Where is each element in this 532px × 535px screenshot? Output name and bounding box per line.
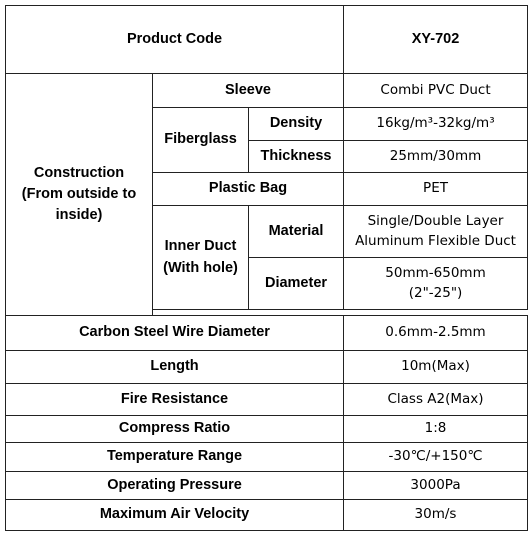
- material-value-line1: Single/Double Layer: [367, 212, 504, 229]
- fire-resistance-label: Fire Resistance: [6, 384, 344, 416]
- inner-duct-label-line2: (With hole): [163, 259, 238, 276]
- compress-ratio-value: 1:8: [344, 416, 528, 443]
- table-row: [6, 500, 528, 531]
- material-label: Material: [249, 206, 344, 258]
- wire-diameter-label: Carbon Steel Wire Diameter: [6, 316, 344, 351]
- temperature-range-label: Temperature Range: [6, 443, 344, 472]
- length-label: Length: [6, 351, 344, 384]
- plastic-bag-value: PET: [344, 173, 528, 206]
- fiberglass-label: Fiberglass: [153, 108, 249, 173]
- compress-ratio-label: Compress Ratio: [6, 416, 344, 443]
- construction-label-line1: Construction: [33, 164, 125, 181]
- table-row: [6, 472, 528, 500]
- table-row: [6, 416, 528, 443]
- table-row: [6, 6, 528, 74]
- density-value: 16kg/m³-32kg/m³: [344, 108, 528, 141]
- construction-label-line2: (From outside to: [21, 185, 137, 202]
- sleeve-label: Sleeve: [153, 74, 344, 108]
- diameter-value: [344, 258, 528, 310]
- table-row: [6, 443, 528, 472]
- spec-table: [5, 5, 528, 531]
- material-value: [344, 206, 528, 258]
- thickness-value: 25mm/30mm: [344, 141, 528, 173]
- fire-resistance-value: Class A2(Max): [344, 384, 528, 416]
- temperature-range-value: -30℃/+150℃: [344, 443, 528, 472]
- inner-duct-label: [153, 206, 249, 310]
- sleeve-value: Combi PVC Duct: [344, 74, 528, 108]
- product-code-value: XY-702: [344, 6, 528, 74]
- diameter-value-line1: 50mm-650mm: [385, 264, 486, 281]
- length-value: 10m(Max): [344, 351, 528, 384]
- wire-diameter-value: 0.6mm-2.5mm: [344, 316, 528, 351]
- density-label: Density: [249, 108, 344, 141]
- table-row: [6, 384, 528, 416]
- plastic-bag-label: Plastic Bag: [153, 173, 344, 206]
- max-air-velocity-value: 30m/s: [344, 500, 528, 531]
- max-air-velocity-label: Maximum Air Velocity: [6, 500, 344, 531]
- table-row: [6, 316, 528, 351]
- construction-label: [6, 74, 153, 316]
- operating-pressure-label: Operating Pressure: [6, 472, 344, 500]
- material-value-line2: Aluminum Flexible Duct: [355, 232, 516, 249]
- inner-duct-label-line1: Inner Duct: [164, 238, 237, 255]
- operating-pressure-value: 3000Pa: [344, 472, 528, 500]
- diameter-label: Diameter: [249, 258, 344, 310]
- table-row: [6, 351, 528, 384]
- diameter-value-line2: (2"-25"): [408, 284, 463, 301]
- thickness-label: Thickness: [249, 141, 344, 173]
- construction-label-line3: inside): [55, 207, 103, 223]
- table-row: [6, 74, 528, 108]
- product-code-label: Product Code: [6, 6, 344, 74]
